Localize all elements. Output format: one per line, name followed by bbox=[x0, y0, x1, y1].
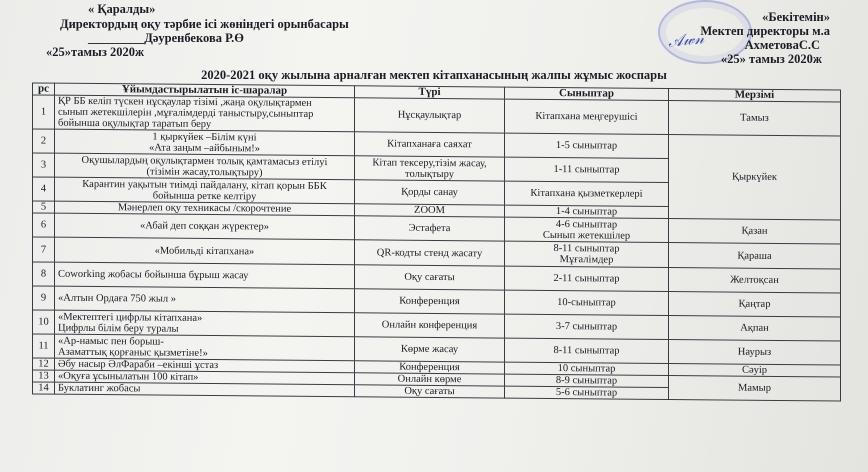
event-cell bbox=[55, 129, 355, 156]
row-number: 7 bbox=[33, 237, 55, 262]
col-number-header: рс bbox=[33, 83, 55, 95]
classes-cell: Кітапхана қызметкерлері bbox=[505, 181, 669, 206]
classes-cell: 8-9 сыныптар bbox=[505, 374, 669, 387]
row-number: 11 bbox=[33, 334, 55, 358]
event-line: «Ата заңым –айбыным!» bbox=[148, 141, 261, 154]
classes-cell: 10-сыныптар bbox=[505, 290, 669, 315]
type-cell: Конференция bbox=[355, 289, 505, 314]
classes-cell: 1-5 сыныптар bbox=[505, 133, 669, 158]
event-cell: Coworking жобасы бойынша бұрыш жасау bbox=[55, 262, 355, 289]
event-cell: «Алтын Ордаға 750 жыл » bbox=[55, 286, 355, 313]
event-cell: «Абай деп соққан жүректер» bbox=[55, 213, 355, 240]
date-cell: Тамыз bbox=[669, 101, 841, 137]
type-cell: Онлайн конференция bbox=[355, 313, 505, 338]
type-cell: Конференция bbox=[355, 361, 505, 374]
event-cell bbox=[55, 153, 355, 180]
event-line: Азаматтық қорғаныс қызметіне!» bbox=[58, 346, 208, 359]
type-cell: Эстафета bbox=[355, 216, 505, 241]
type-cell: Кітапханаға саяхат bbox=[355, 132, 505, 157]
classes-cell: 8-11 сыныптар bbox=[505, 338, 669, 363]
event-cell bbox=[55, 334, 355, 361]
classes-cell: 1-4 сыныптар bbox=[505, 205, 669, 218]
director-title: Мектеп директоры м.а bbox=[700, 24, 830, 38]
row-number: 4 bbox=[33, 177, 55, 201]
event-cell: «Мобильді кітапхана» bbox=[55, 237, 355, 265]
row-number: 12 bbox=[33, 358, 55, 370]
date-cell: Желтоқсан bbox=[669, 268, 841, 294]
event-cell: Буклатинг жобасы bbox=[55, 382, 355, 397]
classes-line: Сынып жетекшілер bbox=[542, 229, 631, 242]
type-cell: Оқу сағаты bbox=[355, 385, 505, 398]
classes-cell: 5-6 сыныптар bbox=[505, 386, 669, 399]
director-name: АхметоваС.С bbox=[744, 38, 820, 52]
type-cell: Көрме жасау bbox=[355, 337, 505, 362]
row-number: 5 bbox=[33, 201, 55, 213]
classes-line: 8-11 сыныптар bbox=[553, 243, 620, 255]
left-date: «25»тамыз 2020ж bbox=[46, 45, 145, 59]
type-cell: QR-кодты стенд жасату bbox=[355, 240, 505, 266]
event-line: (тізімін жасау,толықтыру) bbox=[146, 165, 263, 178]
type-cell: ZOOM bbox=[355, 204, 505, 217]
col-date-header: Мерзімі bbox=[669, 89, 841, 103]
event-cell: Мәнерлеп оқу техникасы /скорочтение bbox=[55, 201, 355, 216]
classes-cell bbox=[505, 241, 669, 267]
event-line: сынып жетекшілерін ,мұғалімдерді таныстыру,сыныптар bbox=[58, 106, 314, 120]
row-number: 1 bbox=[33, 95, 55, 129]
event-cell: Әбу насыр ӘлФараби –екінші ұстаз bbox=[55, 358, 355, 373]
deputy-signature-line: _________Дәуренбекова Р.Ө bbox=[88, 31, 245, 45]
date-cell: Сәуір bbox=[669, 364, 841, 378]
row-number: 8 bbox=[33, 262, 55, 286]
approved-label: « Қаралды» bbox=[88, 2, 156, 16]
work-plan-table bbox=[32, 82, 841, 401]
event-line: Оқушылардың оқулықтармен толық қамтамасыз етілуі bbox=[81, 154, 328, 168]
classes-cell: 10 сыныптар bbox=[505, 362, 669, 375]
event-line: Цифрлы білім беру туралы bbox=[58, 322, 179, 335]
row-number: 6 bbox=[33, 213, 55, 237]
classes-line: Мұғалімдер bbox=[559, 254, 614, 266]
date-cell: Қыркүйек bbox=[669, 135, 841, 221]
row-number: 3 bbox=[33, 153, 55, 177]
right-date: «25» тамыз 2020ж bbox=[720, 52, 822, 66]
date-cell: Қараша bbox=[669, 243, 841, 270]
event-cell: «Оқуға ұсынылатын 100 кітап» bbox=[55, 370, 355, 385]
col-event-header: Ұйымдастырылатын іс-шаралар bbox=[55, 83, 355, 98]
date-cell: Қазан bbox=[669, 219, 841, 245]
deputy-title: Директордың оқу тәрбие ісі жөніндегі орынбасары bbox=[60, 17, 349, 31]
classes-cell: 3-7 сыныптар bbox=[505, 314, 669, 339]
event-line: ҚР ББ келіп түскен нұсқаулар тізімі ,жаңа оқулықтармен bbox=[58, 95, 312, 109]
type-cell: Кітап тексеру,тізім жасау, толықтыру bbox=[355, 156, 505, 181]
col-classes-header: Сыныптар bbox=[505, 87, 669, 100]
type-cell: Оқу сағаты bbox=[355, 265, 505, 290]
row-number: 10 bbox=[33, 310, 55, 334]
event-line: «Ар-намыс пен борыш- bbox=[58, 335, 164, 348]
row-number: 2 bbox=[33, 129, 55, 153]
event-line: 1 қыркүйек –Білім күні bbox=[152, 131, 257, 143]
classes-line: 4-6 сыныптар bbox=[555, 218, 618, 231]
date-cell: Ақпан bbox=[669, 316, 841, 342]
event-line: «Мектептегі цифрлы кітапхана» bbox=[58, 311, 203, 324]
type-cell: Қорды санау bbox=[355, 180, 505, 205]
col-type-header: Түрі bbox=[355, 86, 505, 99]
approve-label: «Бекітемін» bbox=[762, 10, 830, 24]
event-line: бойынша ретке келтіру bbox=[152, 190, 257, 202]
type-cell: Онлайн көрме bbox=[355, 373, 505, 386]
event-line: Карантин уақытын тиімді пайдалану, кітап қорын ББК bbox=[82, 178, 327, 192]
date-cell: Қаңтар bbox=[669, 292, 841, 318]
event-cell bbox=[55, 310, 355, 337]
event-cell bbox=[55, 95, 355, 132]
classes-cell: Кітапхана меңгерушісі bbox=[505, 99, 669, 134]
classes-cell: 2-11 сыныптар bbox=[505, 266, 669, 291]
row-number: 14 bbox=[33, 382, 55, 394]
type-cell: Нұсқаулықтар bbox=[355, 98, 505, 133]
director-signature: 𝒜𝓌𝓃 bbox=[667, 28, 705, 51]
row-number: 13 bbox=[33, 370, 55, 382]
page-title: 2020-2021 оқу жылына арналған мектеп кітапханасының жалпы жұмыс жоспары bbox=[201, 68, 667, 82]
row-number: 9 bbox=[33, 286, 55, 310]
classes-cell: 1-11 сыныптар bbox=[505, 157, 669, 182]
date-cell: Наурыз bbox=[669, 340, 841, 366]
event-cell bbox=[55, 177, 355, 204]
event-line: бойынша оқулықтар таратып беру bbox=[58, 117, 212, 131]
date-cell: Мамыр bbox=[669, 376, 841, 402]
classes-cell bbox=[505, 217, 669, 242]
